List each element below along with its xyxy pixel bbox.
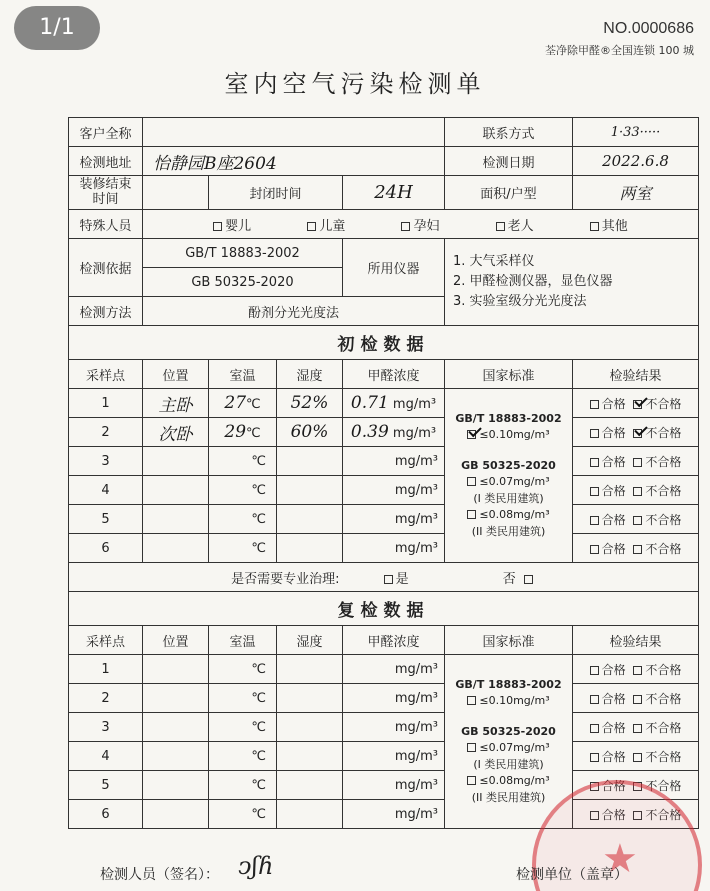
renovation-label-line2: 时间 [92,191,119,207]
special-child-checkbox[interactable] [307,222,316,231]
initial-row2-humidity: 60% [277,418,343,447]
initial-row1-hcho [343,389,445,418]
initial-header-temp: 室温 [209,360,277,389]
customer-label: 客户全称 [69,118,143,147]
fail-checkbox[interactable] [633,666,642,675]
recheck-std2b-checkbox[interactable] [467,776,476,785]
initial-row2-temp-unit: ℃ [246,426,261,441]
recheck-row5-humidity [277,771,343,800]
basis-gb: GB 50325-2020 [143,268,343,297]
recheck-row3-location [143,713,209,742]
initial-row4-point: 4 [69,476,143,505]
recheck-std1-line [445,693,572,710]
pass-label: 合格 [601,512,626,527]
fail-label: 不合格 [645,662,682,677]
initial-row6-temp-unit: ℃ [209,534,277,563]
recheck-row6-hcho-unit: mg/m³ [343,800,445,829]
pass-checkbox[interactable] [590,487,599,496]
initial-row6-location [143,534,209,563]
method-label: 检测方法 [69,297,143,326]
closed-label: 封闭时间 [209,176,343,210]
recheck-row5-hcho-unit: mg/m³ [343,771,445,800]
initial-row5-location [143,505,209,534]
recheck-row6-point: 6 [69,800,143,829]
initial-std2-title: GB 50325-2020 [461,458,556,472]
renovation-label [69,176,143,210]
special-other-checkbox[interactable] [590,222,599,231]
pass-label: 合格 [601,662,626,677]
initial-row4-humidity [277,476,343,505]
recheck-row3-point: 3 [69,713,143,742]
recheck-row6-location [143,800,209,829]
recheck-std1-title: GB/T 18883-2002 [455,677,562,691]
fail-label: 不合格 [645,807,682,822]
initial-row3-temp-unit: ℃ [209,447,277,476]
initial-row3-hcho-unit: mg/m³ [343,447,445,476]
initial-std2-line2 [445,507,572,524]
fail-checkbox[interactable] [633,545,642,554]
recheck-std2a-checkbox[interactable] [467,743,476,752]
page-title: 室内空气污染检测单 [224,70,486,98]
recheck-std2b-note: (II 类民用建筑) [471,790,546,804]
recheck-header-standard: 国家标准 [445,626,573,655]
special-options [143,210,699,239]
fail-label: 不合格 [645,778,682,793]
initial-header-result: 检验结果 [573,360,699,389]
recheck-row2-result [573,684,699,713]
fail-label: 不合格 [645,720,682,735]
recheck-header-location: 位置 [143,626,209,655]
pass-checkbox[interactable] [590,516,599,525]
fail-checkbox[interactable] [633,724,642,733]
pass-checkbox[interactable] [590,695,599,704]
seal-star-icon: ★ [602,836,638,882]
recheck-row1-humidity [277,655,343,684]
instrument-list [445,239,699,326]
unit-label: 检测单位（盖章） [516,867,628,883]
inspector-signature: ↄʃɦ [238,852,274,880]
recheck-std2-line2 [445,773,572,790]
instrument-3: 3. 实验室级分光光度法 [453,294,587,310]
fail-label: 不合格 [645,396,682,411]
initial-row2-temp [209,418,277,447]
pass-label: 合格 [601,691,626,706]
initial-std1-checkbox[interactable] [467,430,476,439]
initial-row1-point: 1 [69,389,143,418]
recheck-std1-text: ≤0.10mg/m³ [479,694,550,708]
customer-value [143,118,445,147]
treatment-yes-checkbox[interactable] [384,575,393,584]
initial-row1-hcho-value: 0.71 [350,393,389,413]
recheck-row1-temp-unit: ℃ [209,655,277,684]
recheck-std2-line1 [445,740,572,757]
recheck-std2a-text: ≤0.07mg/m³ [479,741,550,755]
initial-row5-result [573,505,699,534]
recheck-row3-humidity [277,713,343,742]
initial-header-point: 采样点 [69,360,143,389]
address-label: 检测地址 [69,147,143,176]
recheck-header-humidity: 湿度 [277,626,343,655]
recheck-row4-point: 4 [69,742,143,771]
pass-label: 合格 [601,454,626,469]
initial-row2-hcho-value: 0.39 [350,422,389,442]
pass-label: 合格 [601,749,626,764]
initial-row1-location: 主卧 [143,389,209,418]
initial-section-title: 初检数据 [69,326,699,360]
initial-row2-location: 次卧 [143,418,209,447]
basis-label: 检测依据 [69,239,143,297]
recheck-row3-hcho-unit: mg/m³ [343,713,445,742]
recheck-row5-temp-unit: ℃ [209,771,277,800]
initial-row2-hcho [343,418,445,447]
fail-checkbox[interactable] [633,695,642,704]
method-value: 酚剂分光光度法 [143,297,445,326]
pass-checkbox[interactable] [590,545,599,554]
initial-std1-text: ≤0.10mg/m³ [479,428,550,442]
initial-std1-line [445,427,572,444]
basis-gbt: GB/T 18883-2002 [143,239,343,268]
instrument-1: 1. 大气采样仪 [453,253,535,269]
special-label: 特殊人员 [69,210,143,239]
fail-checkbox[interactable] [633,516,642,525]
recheck-header-point: 采样点 [69,626,143,655]
fail-label: 不合格 [645,749,682,764]
initial-row4-temp-unit: ℃ [209,476,277,505]
special-infant-label: 婴儿 [225,218,252,234]
recheck-row5-point: 5 [69,771,143,800]
initial-row1-humidity: 52% [277,389,343,418]
initial-row1-result [573,389,699,418]
initial-row1-temp [209,389,277,418]
treatment-row [69,563,699,592]
pass-label: 合格 [601,541,626,556]
initial-header-hcho: 甲醛浓度 [343,360,445,389]
renovation-label-line1: 装修结束 [79,176,132,192]
table-row [69,505,699,534]
recheck-row1-location [143,655,209,684]
initial-header-standard: 国家标准 [445,360,573,389]
fail-checkbox[interactable] [633,429,642,438]
recheck-row4-result [573,742,699,771]
recheck-std1-checkbox[interactable] [467,696,476,705]
table-row [69,447,699,476]
renovation-value [143,176,209,210]
initial-header-humidity: 湿度 [277,360,343,389]
special-child-label: 儿童 [319,218,346,234]
initial-row2-hcho-unit: mg/m³ [392,426,437,441]
recheck-row2-humidity [277,684,343,713]
initial-row2-point: 2 [69,418,143,447]
initial-row2-result [573,418,699,447]
special-other-label: 其他 [601,218,628,234]
treatment-no-checkbox[interactable] [524,575,533,584]
initial-std2b-note: (II 类民用建筑) [471,524,546,538]
table-row [69,655,699,684]
recheck-section-title: 复检数据 [69,592,699,626]
recheck-standards [445,655,573,829]
recheck-row3-result [573,713,699,742]
table-row [69,418,699,447]
pass-checkbox[interactable] [590,458,599,467]
date-value: 2022.6.8 [573,147,699,176]
pass-label: 合格 [601,778,626,793]
special-infant-checkbox[interactable] [213,222,222,231]
table-row [69,534,699,563]
fail-label: 不合格 [645,425,682,440]
fail-checkbox[interactable] [633,400,642,409]
recheck-row2-temp-unit: ℃ [209,684,277,713]
address-value: 怡静园B座2604 [143,147,445,176]
fail-label: 不合格 [645,512,682,527]
recheck-row4-temp-unit: ℃ [209,742,277,771]
recheck-row6-temp-unit: ℃ [209,800,277,829]
recheck-row1-hcho-unit: mg/m³ [343,655,445,684]
recheck-header-result: 检验结果 [573,626,699,655]
recheck-std2a-note: (I 类民用建筑) [473,757,544,771]
recheck-row2-point: 2 [69,684,143,713]
page-indicator: 1/1 [14,6,100,50]
chain-label: 荃净除甲醛®全国连锁 100 城 [545,44,694,57]
table-row [69,713,699,742]
special-elderly-checkbox[interactable] [496,222,505,231]
table-row [69,684,699,713]
fail-checkbox[interactable] [633,753,642,762]
fail-checkbox[interactable] [633,487,642,496]
area-value: 两室 [573,176,699,210]
initial-row1-temp-unit: ℃ [246,397,261,412]
special-elderly-label: 老人 [507,218,534,234]
recheck-row4-humidity [277,742,343,771]
initial-row3-humidity [277,447,343,476]
fail-checkbox[interactable] [633,458,642,467]
initial-std2-line1 [445,474,572,491]
fail-label: 不合格 [645,483,682,498]
pass-checkbox[interactable] [590,724,599,733]
closed-value: 24H [343,176,445,210]
recheck-row5-location [143,771,209,800]
pass-label: 合格 [601,483,626,498]
initial-std2a-note: (I 类民用建筑) [473,491,544,505]
recheck-row1-point: 1 [69,655,143,684]
inspection-form-table [68,117,699,829]
recheck-header-hcho: 甲醛浓度 [343,626,445,655]
recheck-header-temp: 室温 [209,626,277,655]
recheck-row1-result [573,655,699,684]
initial-row3-result [573,447,699,476]
initial-row6-result [573,534,699,563]
pass-checkbox[interactable] [590,666,599,675]
contact-label: 联系方式 [445,118,573,147]
fail-label: 不合格 [645,454,682,469]
initial-std2a-checkbox[interactable] [467,477,476,486]
initial-std2b-text: ≤0.08mg/m³ [479,508,550,522]
pass-label: 合格 [601,396,626,411]
pass-checkbox[interactable] [590,753,599,762]
initial-row4-location [143,476,209,505]
initial-row4-hcho-unit: mg/m³ [343,476,445,505]
recheck-row2-hcho-unit: mg/m³ [343,684,445,713]
initial-row3-point: 3 [69,447,143,476]
initial-row1-temp-value: 27 [224,393,247,413]
recheck-std2-title: GB 50325-2020 [461,724,556,738]
initial-std2a-text: ≤0.07mg/m³ [479,475,550,489]
fail-label: 不合格 [645,541,682,556]
contact-value: 1·33····· [573,118,699,147]
instrument-label: 所用仪器 [343,239,445,297]
initial-row1-hcho-unit: mg/m³ [392,397,437,412]
date-label: 检测日期 [445,147,573,176]
pass-label: 合格 [601,425,626,440]
recheck-row2-location [143,684,209,713]
recheck-row4-hcho-unit: mg/m³ [343,742,445,771]
document-number: NO.0000686 [603,20,694,37]
table-row [69,389,699,418]
initial-std1-title: GB/T 18883-2002 [455,411,562,425]
table-row [69,742,699,771]
recheck-row6-humidity [277,800,343,829]
initial-row3-location [143,447,209,476]
initial-row6-hcho-unit: mg/m³ [343,534,445,563]
treatment-no-label: 否 [502,571,516,587]
inspector-label: 检测人员（签名）： [100,867,219,883]
initial-row5-humidity [277,505,343,534]
special-pregnant-label: 孕妇 [413,218,440,234]
recheck-std2b-text: ≤0.08mg/m³ [479,774,550,788]
treatment-label: 是否需要专业治理: [231,571,340,587]
initial-row2-temp-value: 29 [224,422,247,442]
initial-row6-humidity [277,534,343,563]
initial-row4-result [573,476,699,505]
recheck-row3-temp-unit: ℃ [209,713,277,742]
initial-row5-hcho-unit: mg/m³ [343,505,445,534]
initial-row5-temp-unit: ℃ [209,505,277,534]
pass-label: 合格 [601,720,626,735]
initial-row6-point: 6 [69,534,143,563]
pass-label: 合格 [601,807,626,822]
pass-checkbox[interactable] [590,429,599,438]
initial-standards [445,389,573,563]
recheck-row4-location [143,742,209,771]
pass-checkbox[interactable] [590,400,599,409]
special-pregnant-checkbox[interactable] [401,222,410,231]
table-row [69,476,699,505]
instrument-2: 2. 甲醛检测仪器，显色仪器 [453,273,613,289]
initial-row5-point: 5 [69,505,143,534]
area-label: 面积/户型 [445,176,573,210]
fail-label: 不合格 [645,691,682,706]
initial-header-location: 位置 [143,360,209,389]
initial-std2b-checkbox[interactable] [467,510,476,519]
treatment-yes-label: 是 [395,571,409,587]
